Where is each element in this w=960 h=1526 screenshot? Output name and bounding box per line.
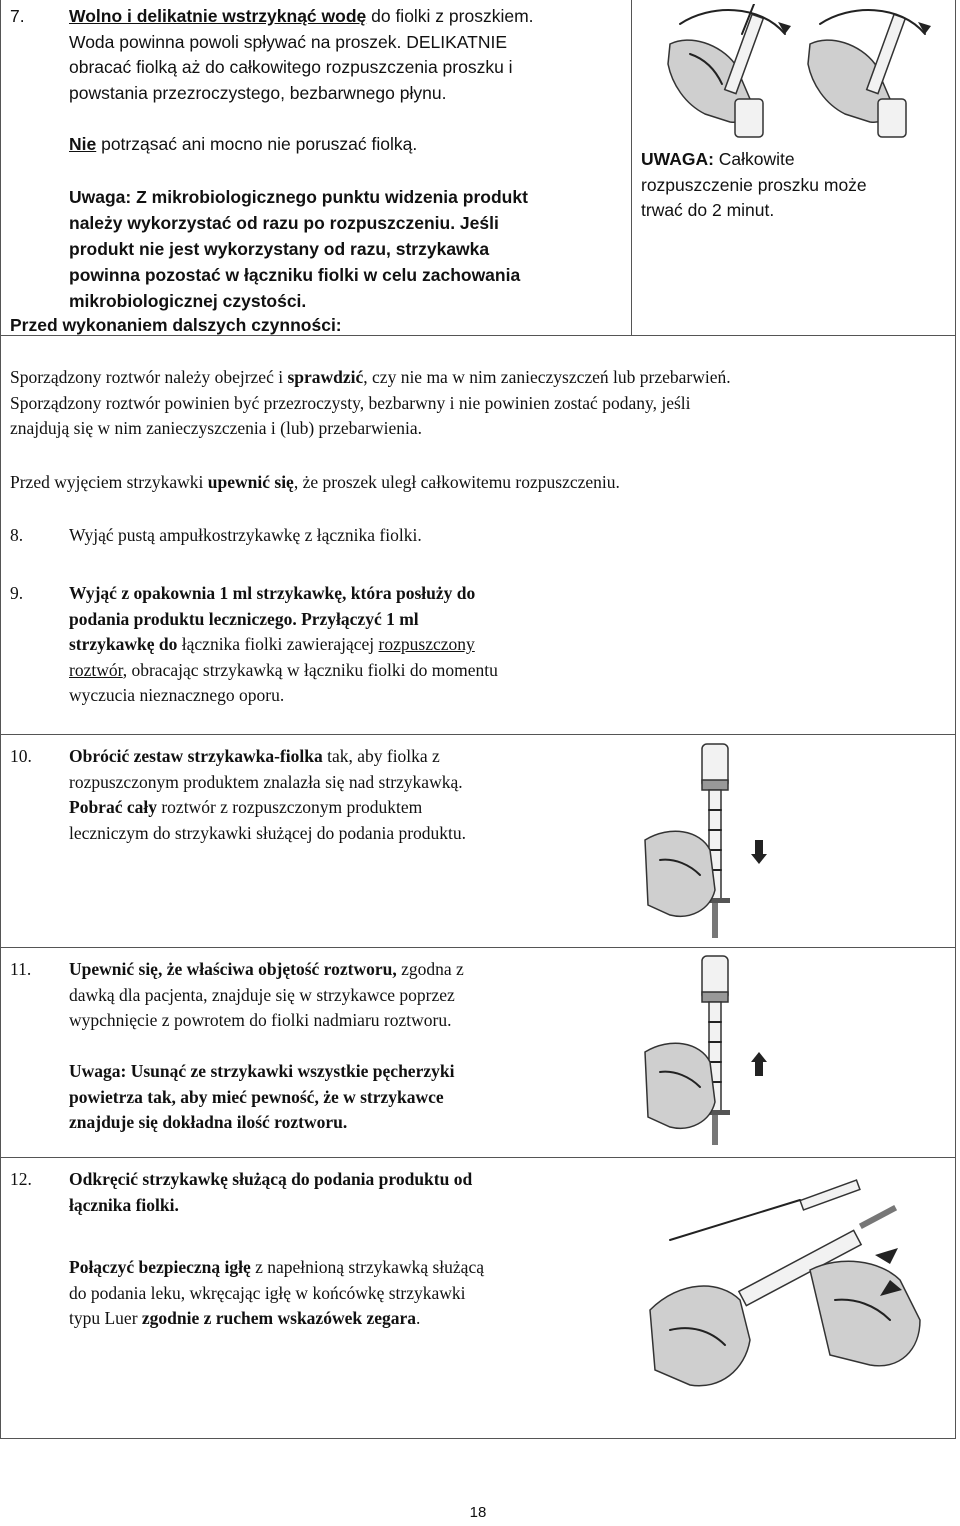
step-7-text: Wolno i delikatnie wstrzyknąć wodę do fiolki z proszkiem. Woda powinna powoli spływać na proszek. DELIKATNIE obracać fiolką aż do całkowitego rozpuszczenia proszku i powstania przezroczystego, bezbarwnego płynu. <box>69 6 534 103</box>
step-7-warning: Uwaga: Z mikrobiologicznego punktu widzenia produkt należy wykorzystać od razu po rozpuszczeniu. Jeśli produkt nie jest wykorzystany od razu, strzykawka powinna pozostać w łączniku fiolki w celu zachowania mikrobiologicznej czystości. <box>69 187 528 311</box>
syringe-left-icon <box>725 4 764 94</box>
hand-icon <box>645 1043 715 1128</box>
rotation-arrow-icon <box>820 10 925 34</box>
swirl-vial-illustration <box>650 4 950 144</box>
hand-icon <box>645 831 715 916</box>
needle-cap-icon <box>670 1180 860 1240</box>
row-divider <box>0 947 956 948</box>
vial-left-icon <box>735 99 763 137</box>
row-divider <box>0 734 956 735</box>
step-12-needle-text: Połączyć bezpieczną igłę z napełnioną strzykawką służącą do podania leku, wkręcając igłę w końcówkę strzykawki typu Luer zgodnie z ruchem wskazówek zegara. <box>69 1257 484 1328</box>
syringe-right-icon <box>867 14 906 93</box>
step-10-text: Obrócić zestaw strzykawka-fiolka tak, aby fiolka z rozpuszczonym produktem znalazła się nad strzykawką. Pobrać cały roztwór z rozpuszczonym produktem leczniczym do strzykawki służącej do podania produktu. <box>69 746 467 843</box>
inspection-text: Sporządzony roztwór należy obejrzeć i sprawdzić, czy nie ma w nim zanieczyszczeń lub przebarwień. Sporządzony roztwór powinien być przezroczysty, bezbarwny i nie powinien zostać podany, jeśli znajdują się w nim zanieczyszczenia i (lub) przebarwienia. <box>10 367 731 438</box>
withdraw-solution-illustration <box>640 740 800 945</box>
step-12-text: Odkręcić strzykawkę służącą do podania produktu od łącznika fiolki. <box>69 1169 473 1215</box>
ensure-dissolved-text: Przed wyjęciem strzykawki upewnić się, że proszek uległ całkowitemu rozpuszczeniu. <box>10 472 620 492</box>
step-11-number: 11. <box>10 959 32 979</box>
step-9-number: 9. <box>10 583 24 603</box>
vial-icon <box>702 956 728 1002</box>
step-7-before-next: Przed wykonaniem dalszych czynności: <box>10 315 342 335</box>
step-10-number: 10. <box>10 746 32 766</box>
row-divider <box>0 1157 956 1158</box>
step-7-shake-note: Nie potrząsać ani mocno nie poruszać fiolką. <box>69 134 418 154</box>
step-7-number: 7. <box>10 6 25 26</box>
page-number: 18 <box>469 1504 487 1521</box>
step-11-note: Uwaga: Usunąć ze strzykawki wszystkie pęcherzyki powietrza tak, aby mieć pewność, że w strzykawce znajduje się dokładna ilość roztworu. <box>69 1061 455 1132</box>
attach-needle-illustration <box>640 1160 950 1435</box>
step-12-number: 12. <box>10 1169 32 1189</box>
down-arrow-icon <box>751 840 767 864</box>
step-8-text: Wyjąć pustą ampułkostrzykawkę z łącznika fiolki. <box>69 525 422 545</box>
vial-right-icon <box>878 99 906 137</box>
hand-left-icon <box>650 1286 750 1386</box>
step-11-text: Upewnić się, że właściwa objętość roztworu, zgodna z dawką dla pacjenta, znajduje się w strzykawce poprzez wypchnięcie z powrotem do fiolki nadmiaru roztworu. <box>69 959 464 1030</box>
up-arrow-icon <box>751 1052 767 1076</box>
column-divider <box>631 0 632 335</box>
expel-excess-illustration <box>640 952 800 1152</box>
step-9-text: Wyjąć z opakownia 1 ml strzykawkę, która posłuży do podania produktu leczniczego. Przyłączyć 1 ml strzykawkę do łącznika fiolki zawierającej rozpuszczony roztwór, obracając strzykawką w łączniku fiolki do momentu wyczucia nieznacznego oporu. <box>69 583 498 705</box>
step-8-number: 8. <box>10 525 24 545</box>
vial-icon <box>702 744 728 790</box>
rotation-arrow-icon <box>680 10 785 34</box>
hand-right-icon <box>810 1261 920 1365</box>
caution-note: UWAGA: Całkowite rozpuszczenie proszku może trwać do 2 minut. <box>641 149 867 220</box>
